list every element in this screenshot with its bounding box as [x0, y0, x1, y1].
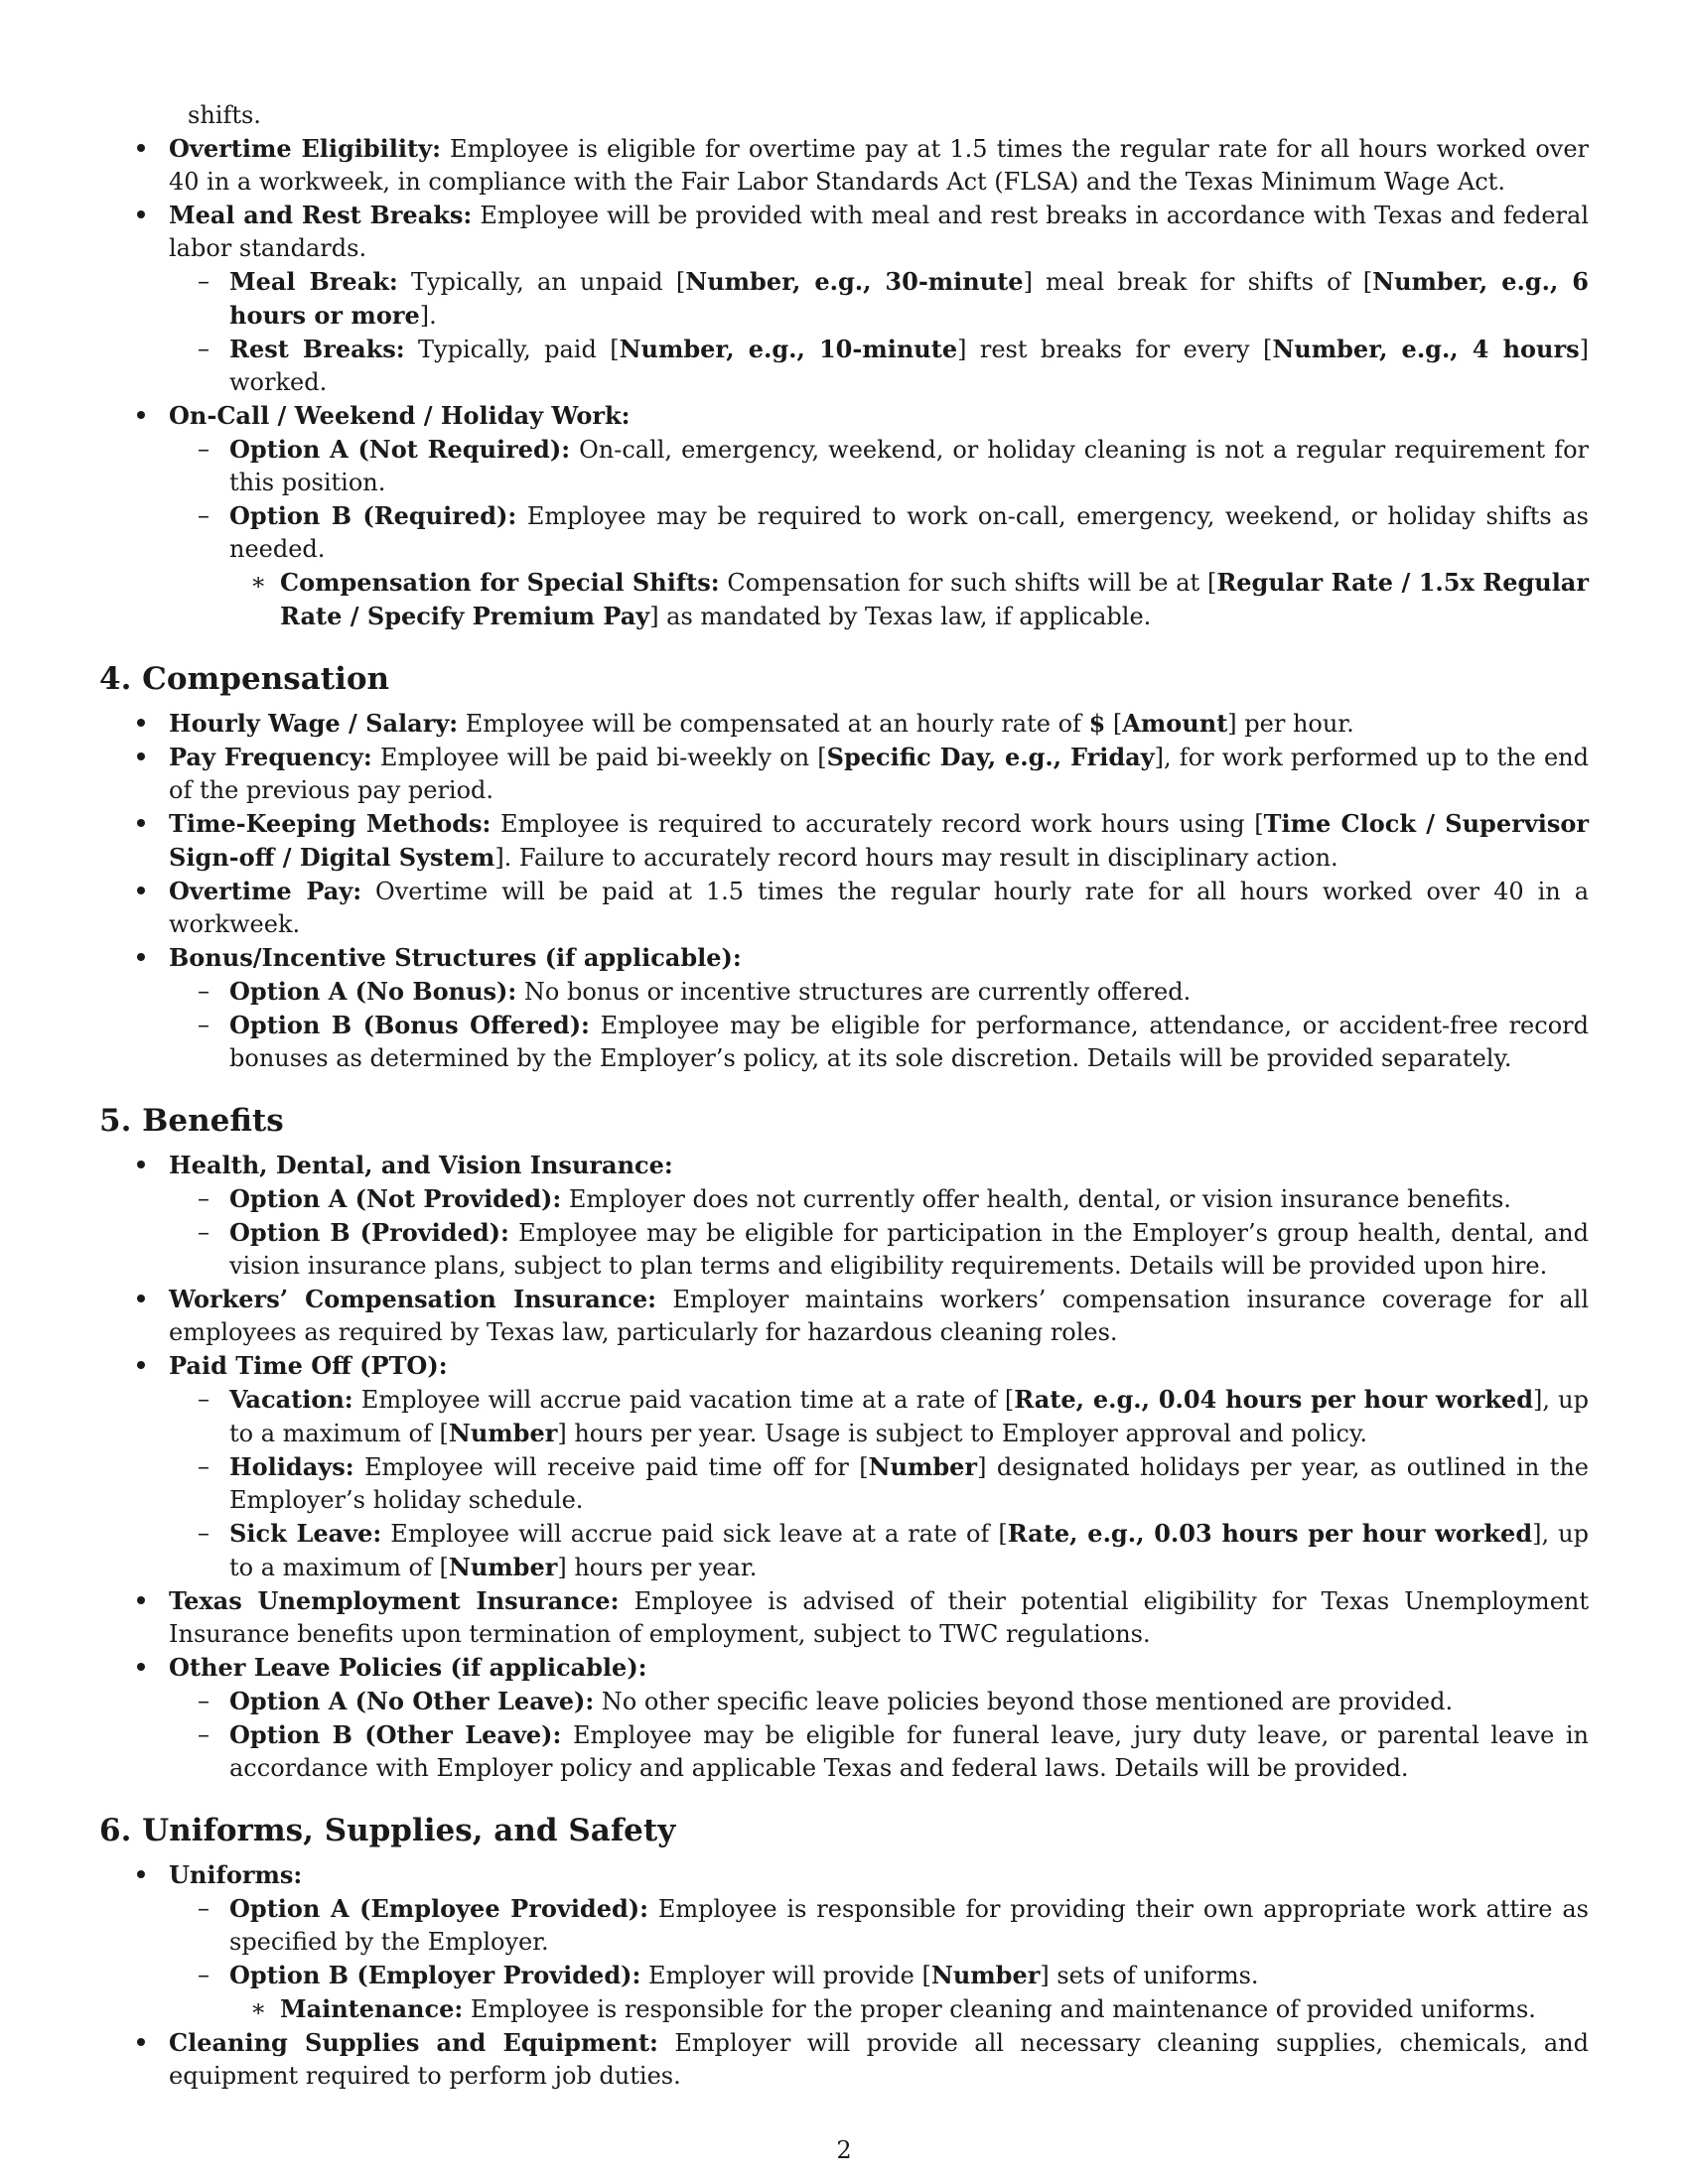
bullet-icon — [137, 1349, 145, 1382]
sub-item-rest-breaks: – Rest Breaks: Typically, paid [Number, e.g., 10-minute] rest breaks for every [Number, e.g., 4 hours] worked. — [198, 335, 1590, 396]
sub-item-on-call-option-b: – Option B (Required): Employee may be required to work on-call, emergency, weekend, or holiday shifts as needed. — [198, 501, 1589, 563]
list-item-health-insurance: Health, Dental, and Vision Insurance: — [99, 1149, 1589, 1182]
dash-icon: – — [198, 1452, 210, 1480]
bullet-icon — [137, 741, 145, 773]
dash-icon: – — [198, 1961, 210, 1988]
bullet-icon — [137, 1149, 145, 1181]
continued-text: shifts. — [188, 101, 261, 129]
section-heading: 5. Benefits — [99, 1103, 284, 1139]
bullet-icon — [137, 1858, 145, 1891]
bullet-icon — [137, 199, 145, 231]
section-uniforms-supplies-safety — [99, 1811, 1589, 1850]
sub-item-health-option-a: – Option A (Not Provided): Employer does not currently offer health, dental, or vision insurance benefits. — [198, 1184, 1511, 1213]
bullet-icon — [137, 707, 145, 740]
dash-icon: – — [198, 1011, 210, 1038]
dash-icon: – — [198, 1385, 210, 1413]
sub-item-health-option-b: – Option B (Provided): Employee may be eligible for participation in the Employer’s group health, dental, and vision insurance plans, subject to plan terms and eligibility requirements. Details will be provided upon hire. — [198, 1218, 1589, 1280]
section-heading: 4. Compensation — [99, 661, 390, 697]
sub-item-uniforms-option-a: – Option A (Employee Provided): Employee is responsible for providing their own appropriate work attire as specified by the Employer. — [198, 1894, 1589, 1956]
dash-icon: – — [198, 1894, 210, 1922]
sub-item-bonus-option-a: – Option A (No Bonus): No bonus or incentive structures are currently offered. — [198, 977, 1192, 1006]
list-item-pto: Paid Time Off (PTO): — [99, 1349, 1589, 1383]
section-benefits — [99, 1101, 1589, 1141]
dash-icon: – — [198, 1519, 210, 1547]
bullet-icon — [137, 941, 145, 974]
page-number: 2 — [836, 2136, 852, 2164]
dash-icon: – — [198, 267, 210, 295]
sub-item-meal-break: – Meal Break: Typically, an unpaid [Number, e.g., 30-minute] meal break for shifts of [Number, e.g., 6 hours or more]. — [198, 267, 1590, 330]
sub-item-other-leave-option-a: – Option A (No Other Leave): No other specific leave policies beyond those mentioned are provided. — [198, 1687, 1454, 1715]
list-item-overtime-eligibility: Overtime Eligibility: Employee is eligible for overtime pay at 1.5 times the regular rate for all hours worked over 40 in a workweek, in compliance with the Fair Labor Standards Act (FLSA) and the Texas Minimum Wage Act. — [99, 132, 1589, 199]
list-item-cleaning-supplies: Cleaning Supplies and Equipment: Employer will provide all necessary cleaning supplies, chemicals, and equipment required to perform job duties. — [99, 2026, 1589, 2093]
list-item-pay-frequency: Pay Frequency: Employee will be paid bi-weekly on [Specific Day, e.g., Friday], for work performed up to the end of the previous pay period. — [99, 741, 1589, 807]
asterisk-icon: ∗ — [250, 568, 267, 596]
bullet-icon — [137, 1283, 145, 1315]
document-body — [99, 99, 1589, 2093]
list-item-time-keeping: Time-Keeping Methods: Employee is required to accurately record work hours using [Time Clock / Supervisor Sign-off / Digital System]. Failure to accurately record hours may result in disciplinary action. — [99, 807, 1589, 875]
asterisk-icon: ∗ — [250, 1994, 267, 2022]
list-item-other-leave: Other Leave Policies (if applicable): — [99, 1651, 1589, 1685]
sub-item-sick-leave: – Sick Leave: Employee will accrue paid sick leave at a rate of [Rate, e.g., 0.03 hours per hour worked], up to a maximum of [Number] hours per year. — [198, 1519, 1589, 1581]
list-item-on-call: On-Call / Weekend / Holiday Work: — [99, 399, 1589, 433]
bullet-icon — [137, 1584, 145, 1617]
section-compensation — [99, 659, 1589, 699]
sub-sub-item-special-shifts: ∗ Compensation for Special Shifts: Compensation for such shifts will be at [Regular Rate / 1.5x Regular Rate / Specify Premium Pay] as mandated by Texas law, if applicable. — [250, 568, 1590, 630]
dash-icon: – — [198, 335, 210, 362]
section-heading: 6. Uniforms, Supplies, and Safety — [99, 1813, 676, 1848]
dash-icon: – — [198, 435, 210, 463]
bullet-icon — [137, 2026, 145, 2059]
list-item-hourly-wage: Hourly Wage / Salary: Employee will be compensated at an hourly rate of $ [Amount] per hour. — [99, 707, 1589, 741]
dash-icon: – — [198, 1687, 210, 1714]
sub-item-on-call-option-a: – Option A (Not Required): On-call, emergency, weekend, or holiday cleaning is not a regular requirement for this position. — [198, 435, 1589, 496]
bullet-icon — [137, 1651, 145, 1684]
sub-item-holidays: – Holidays: Employee will receive paid time off for [Number] designated holidays per year, as outlined in the Employer’s holiday schedule. — [198, 1452, 1589, 1514]
dash-icon: – — [198, 501, 210, 529]
list-item-meal-rest-breaks: Meal and Rest Breaks: Employee will be provided with meal and rest breaks in accordance with Texas and federal labor standards. — [99, 199, 1589, 265]
dash-icon: – — [198, 1720, 210, 1748]
dash-icon: – — [198, 1184, 210, 1212]
sub-sub-item-maintenance: ∗ Maintenance: Employee is responsible for the proper cleaning and maintenance of provided uniforms. — [250, 1994, 1536, 2023]
sub-item-vacation: – Vacation: Employee will accrue paid vacation time at a rate of [Rate, e.g., 0.04 hours per hour worked], up to a maximum of [Number] hours per year. Usage is subject to Employer approval and policy. — [198, 1385, 1589, 1447]
dash-icon: – — [198, 1218, 210, 1246]
list-item-unemployment-insurance: Texas Unemployment Insurance: Employee is advised of their potential eligibility for Texas Unemployment Insurance benefits upon termination of employment, subject to TWC regulations. — [99, 1584, 1589, 1651]
sub-item-other-leave-option-b: – Option B (Other Leave): Employee may be eligible for funeral leave, jury duty leave, or parental leave in accordance with Employer policy and applicable Texas and federal laws. Details will be provided. — [198, 1720, 1589, 1782]
dash-icon: – — [198, 977, 210, 1005]
bullet-icon — [137, 399, 145, 432]
sub-item-bonus-option-b: – Option B (Bonus Offered): Employee may be eligible for performance, attendance, or accident-free record bonuses as determined by the Employer’s policy, at its sole discretion. Details will be provided separately. — [198, 1011, 1589, 1072]
bullet-icon — [137, 807, 145, 840]
bullet-icon — [137, 875, 145, 907]
list-item-uniforms: Uniforms: — [99, 1858, 1589, 1892]
bullet-icon — [137, 132, 145, 165]
list-item-overtime-pay: Overtime Pay: Overtime will be paid at 1.5 times the regular hourly rate for all hours worked over 40 in a workweek. — [99, 875, 1589, 941]
sub-item-uniforms-option-b: – Option B (Employer Provided): Employer will provide [Number] sets of uniforms. — [198, 1961, 1259, 1989]
list-item-workers-comp: Workers’ Compensation Insurance: Employer maintains workers’ compensation insurance coverage for all employees as required by Texas law, particularly for hazardous cleaning roles. — [99, 1283, 1589, 1349]
list-item-bonus: Bonus/Incentive Structures (if applicable): — [99, 941, 1589, 975]
